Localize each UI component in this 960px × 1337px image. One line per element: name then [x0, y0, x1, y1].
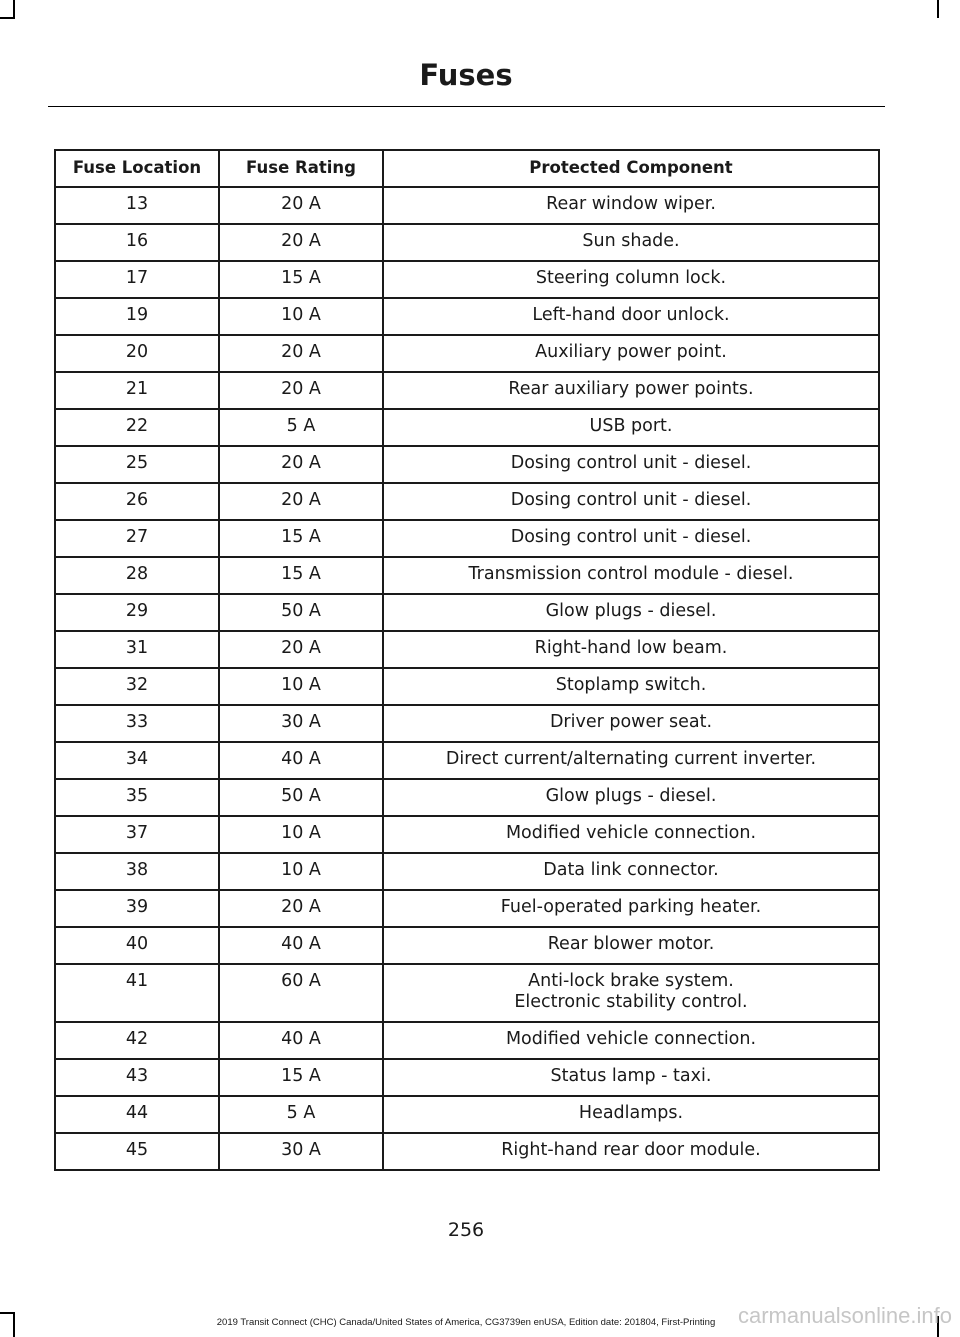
fuse-rating-cell: 15 A [219, 1059, 383, 1096]
fuse-table-body [55, 187, 879, 1170]
fuse-location-cell: 35 [55, 779, 219, 816]
fuse-location-cell: 43 [55, 1059, 219, 1096]
fuse-rating-cell: 15 A [219, 520, 383, 557]
protected-component-line: Status lamp - taxi. [550, 1066, 712, 1086]
fuse-location-cell: 39 [55, 890, 219, 927]
protected-component-line: Anti-lock brake system. [528, 971, 734, 991]
protected-component-line: Direct current/alternating current inverter. [445, 749, 817, 769]
protected-component-line: Stoplamp switch. [555, 675, 707, 695]
table-row [55, 298, 879, 335]
fuse-location-cell: 31 [55, 631, 219, 668]
protected-component-line: Dosing control unit - diesel. [510, 490, 752, 510]
protected-component-line: Modified vehicle connection. [505, 823, 757, 843]
table-row [55, 779, 879, 816]
protected-component-cell [383, 446, 879, 483]
protected-component-cell [383, 520, 879, 557]
protected-component-cell [383, 594, 879, 631]
table-row [55, 631, 879, 668]
fuse-location-cell: 33 [55, 705, 219, 742]
protected-component-line: Glow plugs - diesel. [545, 786, 717, 806]
header-rule [48, 106, 885, 107]
fuse-rating-cell: 10 A [219, 816, 383, 853]
fuse-rating-cell: 10 A [219, 853, 383, 890]
fuse-rating-cell: 60 A [219, 964, 383, 1022]
protected-component-line: Left-hand door unlock. [532, 305, 730, 325]
fuse-rating-cell: 30 A [219, 1133, 383, 1170]
fuse-rating-cell: 30 A [219, 705, 383, 742]
fuse-location-cell: 26 [55, 483, 219, 520]
crop-mark-top-left [0, 17, 15, 19]
protected-component-line: Rear window wiper. [546, 194, 716, 214]
protected-component-cell [383, 964, 879, 1022]
fuse-location-cell: 27 [55, 520, 219, 557]
protected-component-line: Right-hand rear door module. [501, 1140, 761, 1160]
protected-component-cell [383, 668, 879, 705]
protected-component-cell [383, 631, 879, 668]
protected-component-line: Transmission control module - diesel. [468, 564, 794, 584]
protected-component-line: Glow plugs - diesel. [545, 601, 717, 621]
protected-component-line: Steering column lock. [535, 268, 727, 288]
table-row [55, 742, 879, 779]
protected-component-line: Electronic stability control. [514, 992, 748, 1012]
column-header-fuse-rating: Fuse Rating [219, 150, 383, 187]
fuse-rating-cell: 40 A [219, 927, 383, 964]
fuse-location-cell: 22 [55, 409, 219, 446]
table-row [55, 446, 879, 483]
protected-component-line: Dosing control unit - diesel. [510, 453, 752, 473]
fuse-rating-cell: 15 A [219, 557, 383, 594]
protected-component-line: Auxiliary power point. [535, 342, 727, 362]
column-header-fuse-location: Fuse Location [55, 150, 219, 187]
fuse-location-cell: 42 [55, 1022, 219, 1059]
fuse-location-cell: 29 [55, 594, 219, 631]
fuse-location-cell: 34 [55, 742, 219, 779]
table-row [55, 372, 879, 409]
fuse-table [54, 149, 880, 1171]
table-row [55, 1133, 879, 1170]
fuse-rating-cell: 20 A [219, 446, 383, 483]
fuse-rating-cell: 10 A [219, 668, 383, 705]
fuse-location-cell: 21 [55, 372, 219, 409]
table-row [55, 964, 879, 1022]
protected-component-cell [383, 483, 879, 520]
fuse-location-cell: 20 [55, 335, 219, 372]
column-header-protected-component: Protected Component [383, 150, 879, 187]
fuse-rating-cell: 40 A [219, 742, 383, 779]
watermark: carmanualsonline.info [737, 1303, 952, 1328]
fuse-location-cell: 45 [55, 1133, 219, 1170]
fuse-rating-cell: 20 A [219, 187, 383, 224]
protected-component-line: Rear auxiliary power points. [508, 379, 754, 399]
fuse-location-cell: 28 [55, 557, 219, 594]
protected-component-line: Rear blower motor. [547, 934, 715, 954]
protected-component-cell [383, 1133, 879, 1170]
fuse-rating-cell: 15 A [219, 261, 383, 298]
fuse-rating-cell: 20 A [219, 483, 383, 520]
crop-mark-top-left [13, 0, 15, 18]
protected-component-cell [383, 557, 879, 594]
protected-component-cell [383, 890, 879, 927]
table-row [55, 927, 879, 964]
fuse-location-cell: 38 [55, 853, 219, 890]
fuse-location-cell: 41 [55, 964, 219, 1022]
table-row [55, 816, 879, 853]
table-row [55, 409, 879, 446]
protected-component-cell [383, 409, 879, 446]
fuse-location-cell: 25 [55, 446, 219, 483]
table-row [55, 483, 879, 520]
crop-mark-bottom-left [0, 1312, 15, 1314]
fuse-rating-cell: 10 A [219, 298, 383, 335]
table-row [55, 1022, 879, 1059]
table-row [55, 890, 879, 927]
table-row [55, 1059, 879, 1096]
table-row [55, 705, 879, 742]
protected-component-cell [383, 1096, 879, 1133]
protected-component-cell [383, 779, 879, 816]
protected-component-line: Dosing control unit - diesel. [510, 527, 752, 547]
table-row [55, 853, 879, 890]
table-row [55, 187, 879, 224]
fuse-location-cell: 37 [55, 816, 219, 853]
fuse-rating-cell: 5 A [219, 409, 383, 446]
protected-component-cell [383, 927, 879, 964]
fuse-location-cell: 17 [55, 261, 219, 298]
protected-component-cell [383, 853, 879, 890]
table-row [55, 224, 879, 261]
fuse-location-cell: 32 [55, 668, 219, 705]
fuse-location-cell: 19 [55, 298, 219, 335]
table-row [55, 1096, 879, 1133]
table-row [55, 594, 879, 631]
fuse-rating-cell: 20 A [219, 224, 383, 261]
protected-component-cell [383, 261, 879, 298]
protected-component-line: Right-hand low beam. [534, 638, 728, 658]
fuse-rating-cell: 5 A [219, 1096, 383, 1133]
protected-component-cell [383, 816, 879, 853]
protected-component-cell [383, 372, 879, 409]
fuse-location-cell: 13 [55, 187, 219, 224]
protected-component-line: USB port. [589, 416, 673, 436]
fuse-rating-cell: 50 A [219, 594, 383, 631]
table-row [55, 668, 879, 705]
table-row [55, 335, 879, 372]
protected-component-line: Sun shade. [582, 231, 680, 251]
fuse-rating-cell: 20 A [219, 631, 383, 668]
fuse-rating-cell: 20 A [219, 335, 383, 372]
table-row [55, 557, 879, 594]
fuse-location-cell: 40 [55, 927, 219, 964]
protected-component-cell [383, 705, 879, 742]
protected-component-cell [383, 335, 879, 372]
fuse-rating-cell: 20 A [219, 372, 383, 409]
protected-component-cell [383, 1022, 879, 1059]
document-footer: 2019 Transit Connect (CHC) Canada/United States of America, CG3739en enUSA, Edition date: 201804, First-Printing [216, 1317, 716, 1328]
table-row [55, 520, 879, 557]
protected-component-cell [383, 742, 879, 779]
protected-component-line: Data link connector. [543, 860, 719, 880]
protected-component-line: Fuel-operated parking heater. [500, 897, 762, 917]
fuse-location-cell: 16 [55, 224, 219, 261]
page-title: Fuses [419, 58, 513, 92]
protected-component-cell [383, 187, 879, 224]
fuse-location-cell: 44 [55, 1096, 219, 1133]
page-number: 256 [447, 1219, 485, 1241]
protected-component-cell [383, 1059, 879, 1096]
fuse-rating-cell: 50 A [219, 779, 383, 816]
protected-component-line: Modified vehicle connection. [505, 1029, 757, 1049]
protected-component-cell [383, 224, 879, 261]
fuse-rating-cell: 40 A [219, 1022, 383, 1059]
crop-mark-top-right [937, 0, 939, 18]
table-header-row [55, 150, 879, 187]
fuse-rating-cell: 20 A [219, 890, 383, 927]
protected-component-line: Headlamps. [578, 1103, 684, 1123]
protected-component-line: Driver power seat. [549, 712, 713, 732]
protected-component-cell [383, 298, 879, 335]
table-row [55, 261, 879, 298]
